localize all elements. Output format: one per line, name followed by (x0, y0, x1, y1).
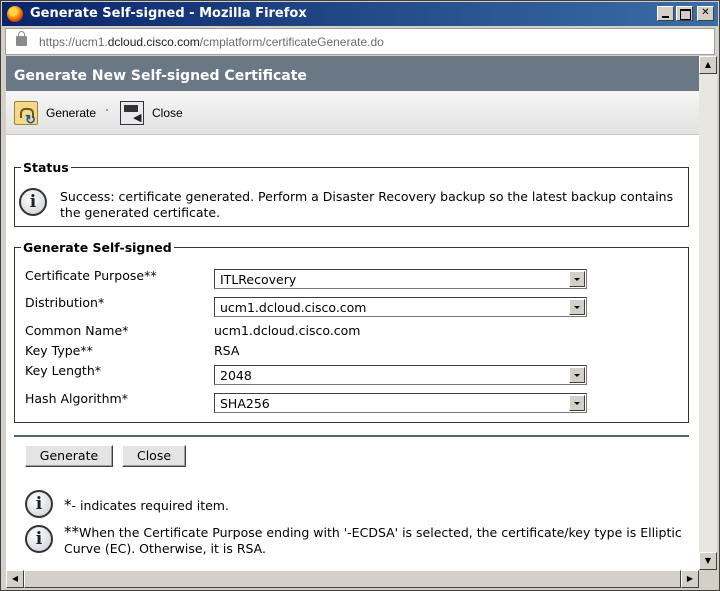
chevron-down-icon[interactable] (569, 395, 585, 411)
window-title: Generate Self-signed - Mozilla Firefox (30, 6, 307, 21)
key-length-select[interactable] (214, 365, 587, 385)
maximize-button[interactable] (676, 6, 693, 21)
address-bar[interactable] (5, 28, 715, 55)
hash-algorithm-select[interactable] (214, 393, 587, 413)
horizontal-scrollbar[interactable] (6, 570, 699, 588)
page-title: Generate New Self-signed Certificate (14, 68, 307, 84)
key-length-value: 2048 (220, 368, 252, 383)
toolbar-generate-label: Generate (46, 106, 97, 120)
title-bar (2, 2, 718, 26)
distribution-value: ucm1.dcloud.cisco.com (220, 300, 367, 315)
toolbar-separator (106, 109, 108, 111)
url-path: /cmplatform/certificateGenerate.do (199, 35, 384, 49)
common-name-label: Common Name* (25, 323, 129, 338)
key-length-label: Key Length* (25, 363, 102, 378)
generate-button[interactable]: Generate (25, 445, 113, 467)
page-content (6, 56, 699, 570)
certificate-purpose-value: ITLRecovery (220, 272, 297, 287)
minimize-button[interactable] (657, 6, 674, 21)
close-button[interactable]: Close (122, 445, 186, 467)
generate-section (14, 240, 689, 423)
scroll-right-arrow[interactable]: ▶ (681, 570, 699, 588)
horizontal-scroll-thumb[interactable] (24, 570, 681, 588)
certificate-purpose-label: Certificate Purpose** (25, 268, 157, 283)
toolbar-generate-button[interactable] (14, 99, 96, 127)
firefox-icon (7, 6, 23, 22)
distribution-select[interactable] (214, 297, 587, 317)
scroll-left-arrow[interactable]: ◀ (6, 570, 24, 588)
url-host: dcloud.cisco.com (107, 35, 200, 49)
info-icon: i (19, 188, 47, 216)
info-icon: i (25, 490, 53, 518)
toolbar-close-label: Close (152, 106, 183, 120)
toolbar (6, 91, 699, 135)
toolbar-close-button[interactable] (120, 99, 183, 127)
window-close-button[interactable]: ✕ (697, 6, 714, 21)
status-legend: Status (23, 160, 69, 175)
certificate-purpose-select[interactable] (214, 269, 587, 289)
generate-legend: Generate Self-signed (23, 240, 172, 255)
section-divider (14, 435, 689, 437)
scrollbar-corner (699, 570, 717, 588)
scroll-down-arrow[interactable]: ▼ (699, 552, 717, 570)
chevron-down-icon[interactable] (569, 299, 585, 315)
url-prefix: https://ucm1. (39, 35, 108, 49)
scroll-up-arrow[interactable]: ▲ (699, 56, 717, 74)
hash-algorithm-value: SHA256 (220, 396, 270, 411)
chevron-down-icon[interactable] (569, 271, 585, 287)
vertical-scrollbar[interactable] (699, 56, 717, 570)
key-type-label: Key Type** (25, 343, 93, 358)
page-header (6, 56, 699, 91)
distribution-label: Distribution* (25, 295, 105, 310)
info-icon: i (25, 525, 53, 553)
ecdsa-note: **When the Certificate Purpose ending with '-ECDSA' is selected, the certificate/key type is Elliptic Curve (EC). Otherwise, it is RSA. (64, 523, 682, 556)
hash-algorithm-label: Hash Algorithm* (25, 391, 128, 406)
chevron-down-icon[interactable] (569, 367, 585, 383)
close-icon (120, 101, 144, 125)
url-text[interactable] (39, 35, 384, 49)
status-section (14, 160, 689, 227)
key-type-value: RSA (214, 343, 240, 358)
lock-icon (16, 36, 27, 46)
common-name-value: ucm1.dcloud.cisco.com (214, 323, 361, 338)
status-message: Success: certificate generated. Perform a Disaster Recovery backup so the latest backup contains the generated certificate. (60, 189, 674, 220)
required-note: *- indicates required item. (64, 496, 229, 514)
generate-icon (14, 101, 38, 125)
